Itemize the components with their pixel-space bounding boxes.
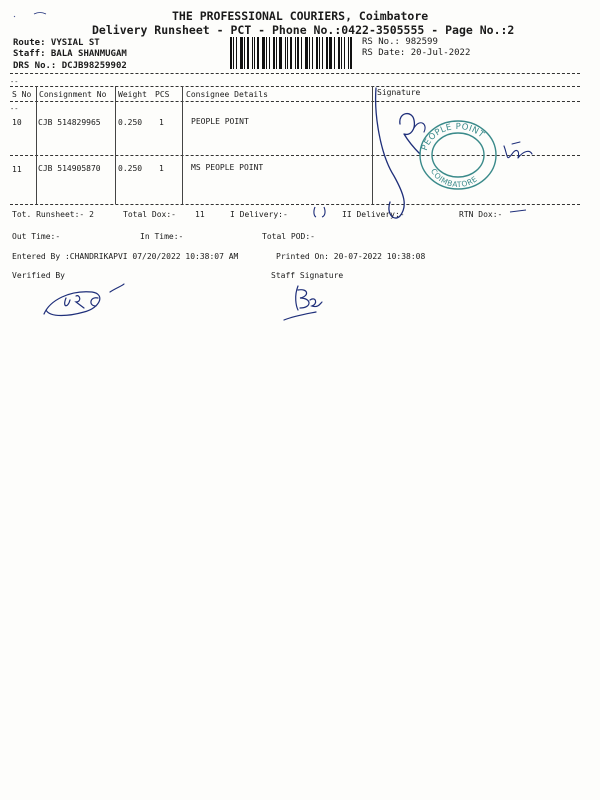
- barcode-bar: [334, 37, 335, 69]
- rs-date: RS Date: 20-Jul-2022: [362, 48, 471, 58]
- drs-label: DRS No.: DCJB98259902: [13, 61, 127, 71]
- verified-signature: [40, 278, 130, 322]
- col-divider-2: [115, 86, 116, 204]
- staff-label: Staff: BALA SHANMUGAM: [13, 49, 127, 59]
- barcode-bar: [273, 37, 275, 69]
- table-row-weight: 0.250: [118, 164, 143, 173]
- rtn-dox: RTN Dox:-: [459, 210, 503, 219]
- printed-on: Printed On: 20-07-2022 10:38:08: [276, 252, 426, 261]
- col-header-sno: S No: [12, 90, 32, 99]
- barcode-bar: [266, 37, 267, 69]
- col-header-consignment: Consignment No: [39, 90, 107, 99]
- dash-mark-2: --: [10, 105, 19, 113]
- barcode-bar: [329, 37, 332, 69]
- table-row-pcs: 1: [159, 118, 164, 127]
- barcode-bar: [257, 37, 259, 69]
- barcode-bar: [309, 37, 310, 69]
- company-stamp: [414, 115, 504, 195]
- stamp-bottom-text: COIMBATORE: [428, 166, 480, 190]
- runsheet-subtitle: Delivery Runsheet - PCT - Phone No.:0422-3505555 - Page No.:2: [92, 23, 515, 37]
- barcode-bar: [285, 37, 286, 69]
- staff-signature-mark: [280, 282, 330, 324]
- barcode-bar: [236, 37, 237, 69]
- col-divider-3: [182, 86, 183, 204]
- dash-mark: --: [10, 78, 19, 86]
- barcode-bar: [301, 37, 302, 69]
- rs-no: RS No.: 982599: [362, 37, 438, 47]
- route-label: Route: VYSIAL ST: [13, 38, 100, 48]
- total-pod: Total POD:-: [262, 232, 315, 241]
- barcode-bar: [279, 37, 282, 69]
- col-header-signature: Signature: [377, 88, 421, 97]
- table-row-weight: 0.250: [118, 118, 143, 127]
- barcode-bar: [312, 37, 313, 69]
- svg-text:COIMBATORE: [429, 167, 479, 189]
- corner-scribble: [12, 8, 52, 22]
- barcode-bar: [350, 37, 352, 69]
- barcode-bar: [326, 37, 328, 69]
- table-row-consignment: CJB 514905870: [38, 164, 101, 173]
- table-row-sno: 11: [12, 165, 22, 174]
- barcode-bar: [247, 37, 249, 69]
- table-row-pcs: 1: [159, 164, 164, 173]
- barcode-bar: [305, 37, 308, 69]
- barcode-bar: [290, 37, 292, 69]
- barcode-bar: [269, 37, 270, 69]
- col-header-pcs: PCS: [155, 90, 170, 99]
- barcode-bar: [338, 37, 340, 69]
- barcode-bar: [322, 37, 323, 69]
- barcode-bar: [244, 37, 245, 69]
- total-dox-value: 11: [195, 210, 205, 219]
- stamp-top-text: PEOPLE POINT: [420, 121, 487, 153]
- out-time: Out Time:-: [12, 232, 61, 241]
- barcode-bar: [254, 37, 255, 69]
- table-row-consignee: MS PEOPLE POINT: [191, 163, 264, 172]
- company-title: THE PROFESSIONAL COURIERS, Coimbatore: [172, 9, 429, 23]
- staff-signature-label: Staff Signature: [271, 271, 344, 280]
- delivery-mark: [310, 204, 330, 220]
- table-row-consignee: PEOPLE POINT: [191, 117, 249, 126]
- svg-text:PEOPLE POINT: [420, 122, 486, 152]
- in-time: In Time:-: [140, 232, 184, 241]
- barcode-bar: [287, 37, 288, 69]
- barcode-bar: [341, 37, 342, 69]
- barcode-bar: [252, 37, 253, 69]
- col-divider-1: [36, 86, 37, 204]
- barcode-bar: [262, 37, 265, 69]
- barcode-bar: [295, 37, 296, 69]
- total-dox-label: Total Dox:-: [123, 210, 176, 219]
- verified-by: Verified By: [12, 271, 65, 280]
- tot-runsheet: Tot. Runsheet:- 2: [12, 210, 94, 219]
- barcode-bar: [276, 37, 277, 69]
- table-row-sno: 10: [12, 118, 22, 127]
- barcode-bar: [344, 37, 345, 69]
- table-row-consignment: CJB 514829965: [38, 118, 101, 127]
- barcode-bar: [297, 37, 299, 69]
- col-header-weight: Weight: [118, 90, 147, 99]
- barcode-bar: [233, 37, 234, 69]
- col-header-consignee: Consignee Details: [186, 90, 268, 99]
- barcode-bar: [316, 37, 318, 69]
- entered-by: Entered By :CHANDRIKAPVI 07/20/2022 10:38:07 AM: [12, 252, 239, 261]
- i-delivery: I Delivery:-: [230, 210, 288, 219]
- barcode-bar: [230, 37, 232, 69]
- rtn-dash-mark: [508, 206, 528, 216]
- barcode-bar: [240, 37, 243, 69]
- ii-delivery: II Delivery:-: [342, 210, 405, 219]
- barcode-bar: [319, 37, 320, 69]
- barcode: [230, 37, 355, 69]
- table-top-border: [10, 73, 580, 74]
- barcode-bar: [348, 37, 349, 69]
